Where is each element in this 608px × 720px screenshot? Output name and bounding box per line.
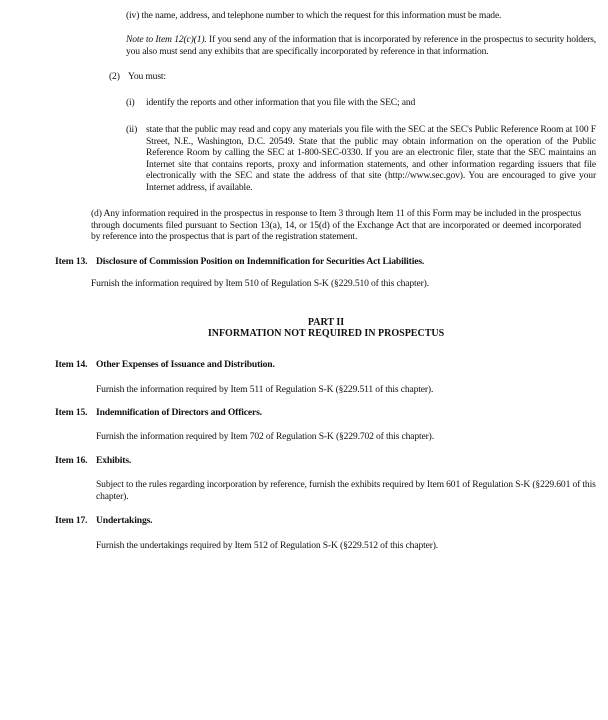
item-12-2-i-text: identify the reports and other information that you file with the SEC; and [146, 97, 416, 108]
item-14-body: Furnish the information required by Item 511 of Regulation S-K (§229.511 of this chapter). [96, 384, 434, 395]
item-15-title: Indemnification of Directors and Officers. [96, 407, 262, 418]
part-2-title: PART II [307, 317, 345, 328]
item-16-number: Item 16. [55, 455, 88, 466]
item-17-title: Undertakings. [96, 515, 153, 526]
item-12-2-ii-number: (ii) [126, 124, 138, 135]
item-12-2-i-number: (i) [126, 97, 135, 108]
item-15-number: Item 15. [55, 407, 88, 418]
item-14-number: Item 14. [55, 359, 88, 370]
item-13-title: Disclosure of Commission Position on Indemnification for Securities Act Liabilities. [96, 256, 425, 267]
item-12-2-text: You must: [128, 71, 166, 82]
item-13-body: Furnish the information required by Item 510 of Regulation S-K (§229.510 of this chapter). [91, 278, 429, 289]
part-2-subtitle: INFORMATION NOT REQUIRED IN PROSPECTUS [207, 328, 445, 339]
note-text: If you send any of the information that is incorporated by reference in the prospectus to security holders, you also must send any exhibits that are specifically incorporated by reference in that information. [126, 34, 596, 57]
item-12-d: (d) Any information required in the prospectus in response to Item 3 through Item 11 of this Form may be included in the prospectus through documents filed pursuant to Section 13(a), 14, or 15(d) of the Exchange Act that are incorporated or deemed incorporated by reference into the prospectus that is part of the registration statement. [91, 208, 581, 243]
item-12-2-number: (2) [109, 71, 120, 82]
item-17-body: Furnish the undertakings required by Item 512 of Regulation S-K (§229.512 of this chapter). [96, 540, 439, 551]
note-label: Note to Item 12(c)(1). [126, 34, 207, 45]
note-to-item-12 [126, 34, 596, 57]
item-12-iv: (iv) the name, address, and telephone number to which the request for this information must be made. [126, 10, 502, 21]
item-15-body: Furnish the information required by Item 702 of Regulation S-K (§229.702 of this chapter). [96, 431, 434, 442]
item-14-title: Other Expenses of Issuance and Distribution. [96, 359, 275, 370]
item-16-body: Subject to the rules regarding incorporation by reference, furnish the exhibits required by Item 601 of Regulation S-K (§229.601 of this chapter). [96, 479, 596, 502]
item-13-number: Item 13. [55, 256, 88, 267]
item-16-title: Exhibits. [96, 455, 132, 466]
item-17-number: Item 17. [55, 515, 88, 526]
item-12-2-ii-text: state that the public may read and copy any materials you file with the SEC at the SEC's Public Reference Room at 100 F Street, N.E., Washington, D.C. 20549. State that the public may obtain information on the operation of the Public Reference Room by calling the SEC at 1-800-SEC-0330. If you are an electronic filer, state that the SEC maintains an Internet site that contains reports, proxy and information statements, and other information regarding issuers that file electronically with the SEC and state the address of that site (http://www.sec.gov). You are encouraged to give your Internet address, if available. [146, 124, 596, 193]
